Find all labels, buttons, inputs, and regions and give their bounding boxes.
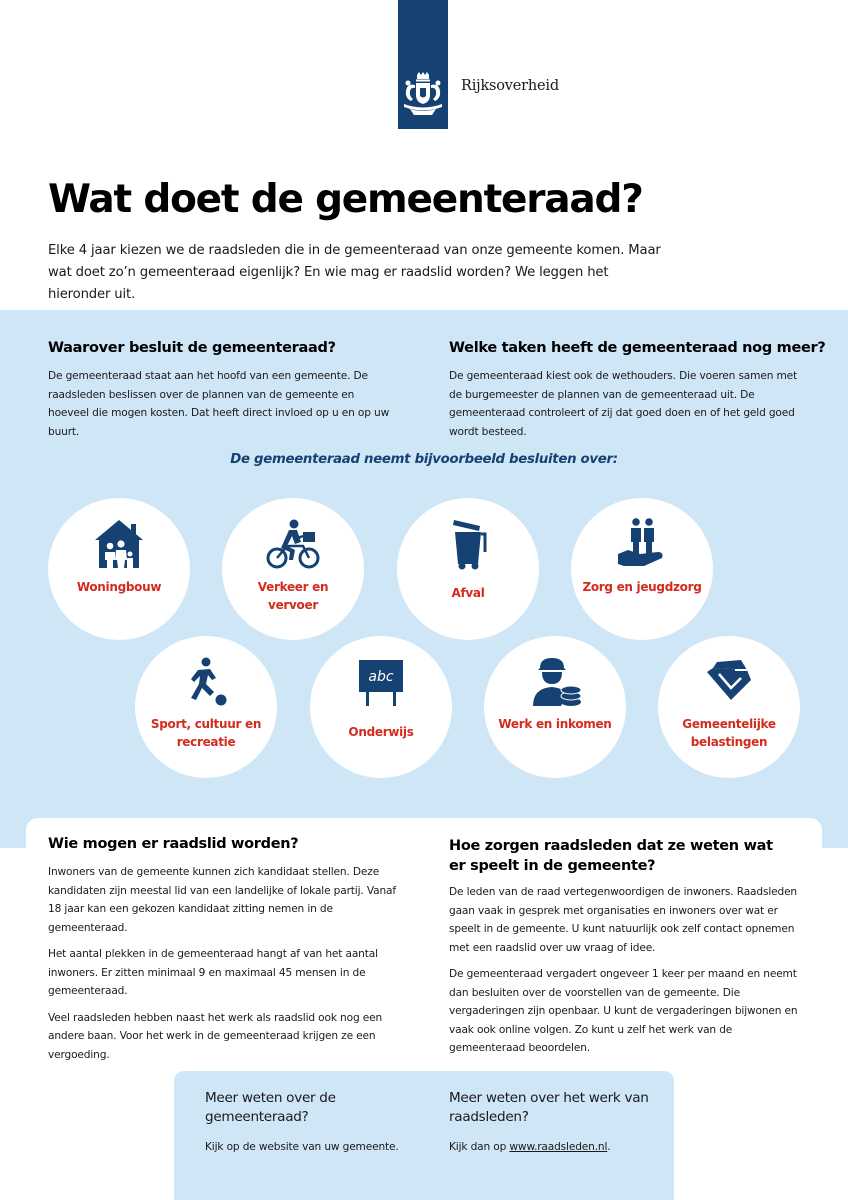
section-text-weten bbox=[449, 883, 805, 1066]
section-text-raadslid bbox=[48, 863, 410, 1072]
brand-name: Rijksoverheid bbox=[461, 78, 559, 94]
topic-zorg bbox=[571, 498, 713, 640]
topic-label: Onderwijs bbox=[348, 725, 414, 739]
paragraph: Veel raadsleden hebben naast het werk als raadslid ook nog een andere baan. Voor het werk in de gemeenteraad krijgen ze een vergoeding. bbox=[48, 1011, 383, 1061]
cyclist-icon bbox=[265, 518, 321, 570]
raadsleden-link[interactable]: www.raadsleden.nl bbox=[509, 1141, 608, 1153]
football-player-icon bbox=[178, 656, 234, 708]
paragraph: De gemeenteraad vergadert ongeveer 1 keer per maand en neemt dan besluiten over de voorstellen van de gemeente. Die vergaderingen zijn openbaar. U kunt de vergaderingen bijwonen en vaak ook online volgen. Zo kunt u zelf het werk van de gemeenteraad beoordelen. bbox=[449, 968, 798, 1054]
house-family-icon bbox=[91, 518, 147, 570]
more-info-heading-gemeenteraad: Meer weten over de gemeenteraad? bbox=[205, 1090, 336, 1125]
more-info-suffix: . bbox=[607, 1141, 611, 1153]
page-title: Wat doet de gemeenteraad? bbox=[48, 177, 643, 222]
paragraph: Inwoners van de gemeente kunnen zich kandidaat stellen. Deze kandidaten zijn meestal lid van een landelijke of lokale partij. Vanaf 18 jaar kan een gekozen kandidaat zitting nemen in de gemeenteraad. bbox=[48, 866, 396, 934]
topic-label: Zorg en jeugdzorg bbox=[582, 580, 702, 594]
more-info-text-raadsleden bbox=[449, 1141, 611, 1153]
examples-heading: De gemeenteraad neemt bijvoorbeeld besluiten over: bbox=[230, 452, 618, 467]
chalkboard-abc-icon bbox=[353, 656, 409, 708]
more-info-text-gemeenteraad: Kijk op de website van uw gemeente. bbox=[205, 1141, 399, 1153]
topic-afval bbox=[397, 498, 539, 640]
topic-label: Sport, cultuur en recreatie bbox=[150, 717, 262, 749]
svg-text:abc: abc bbox=[368, 669, 394, 685]
topic-verkeer bbox=[222, 498, 364, 640]
topic-werk bbox=[484, 636, 626, 778]
section-heading-raadslid: Wie mogen er raadslid worden? bbox=[48, 836, 299, 852]
paragraph: Het aantal plekken in de gemeenteraad hangt af van het aantal inwoners. Er zitten minimaal 9 en maximaal 45 mensen in de gemeenteraad. bbox=[48, 948, 378, 997]
topic-woningbouw bbox=[48, 498, 190, 640]
coat-of-arms-icon bbox=[401, 71, 445, 119]
topic-label: Verkeer en vervoer bbox=[257, 580, 329, 612]
more-info-heading-raadsleden: Meer weten over het werk van raadsleden? bbox=[449, 1090, 649, 1125]
topic-sport bbox=[135, 636, 277, 778]
section-text-taken: De gemeenteraad kiest ook de wethouders. Die voeren samen met de burgemeester de plannen van de gemeenteraad uit. De gemeenteraad controleert of zij dat goed doen en of het geld goed wordt besteed. bbox=[449, 370, 798, 438]
section-heading-taken: Welke taken heeft de gemeenteraad nog meer? bbox=[449, 340, 826, 356]
more-info-prefix: Kijk dan op bbox=[449, 1141, 510, 1153]
paragraph: De leden van de raad vertegenwoordigen de inwoners. Raadsleden gaan vaak in gesprek met organisaties en inwoners over wat er speelt in de gemeente. U kunt natuurlijk ook zelf contact opnemen met een raadslid over uw vraag of idee. bbox=[449, 886, 797, 954]
tax-envelope-icon bbox=[701, 656, 757, 708]
topic-onderwijs bbox=[310, 636, 452, 778]
section-text-besluit: De gemeenteraad staat aan het hoofd van een gemeente. De raadsleden beslissen over de plannen van de gemeente en hoeveel die mogen kosten. Dat heeft direct invloed op u en op uw buurt. bbox=[48, 370, 390, 438]
topic-label: Afval bbox=[451, 586, 485, 600]
worker-coins-icon bbox=[527, 656, 583, 708]
section-heading-weten: Hoe zorgen raadsleden dat ze weten wat er speelt in de gemeente? bbox=[449, 838, 773, 874]
topic-belastingen bbox=[658, 636, 800, 778]
topic-label: Gemeentelijke belastingen bbox=[682, 717, 776, 749]
topic-label: Werk en inkomen bbox=[498, 717, 612, 731]
intro-text: Elke 4 jaar kiezen we de raadsleden die in de gemeenteraad van onze gemeente komen. Maar wat doet zo’n gemeenteraad eigenlijk? En wie mag er raadslid worden? We leggen het hieronder uit. bbox=[48, 243, 661, 302]
topic-label: Woningbouw bbox=[76, 580, 162, 594]
section-heading-besluit: Waarover besluit de gemeenteraad? bbox=[48, 340, 336, 356]
hand-caring-people-icon bbox=[614, 518, 670, 570]
wheelie-bin-icon bbox=[440, 518, 496, 570]
